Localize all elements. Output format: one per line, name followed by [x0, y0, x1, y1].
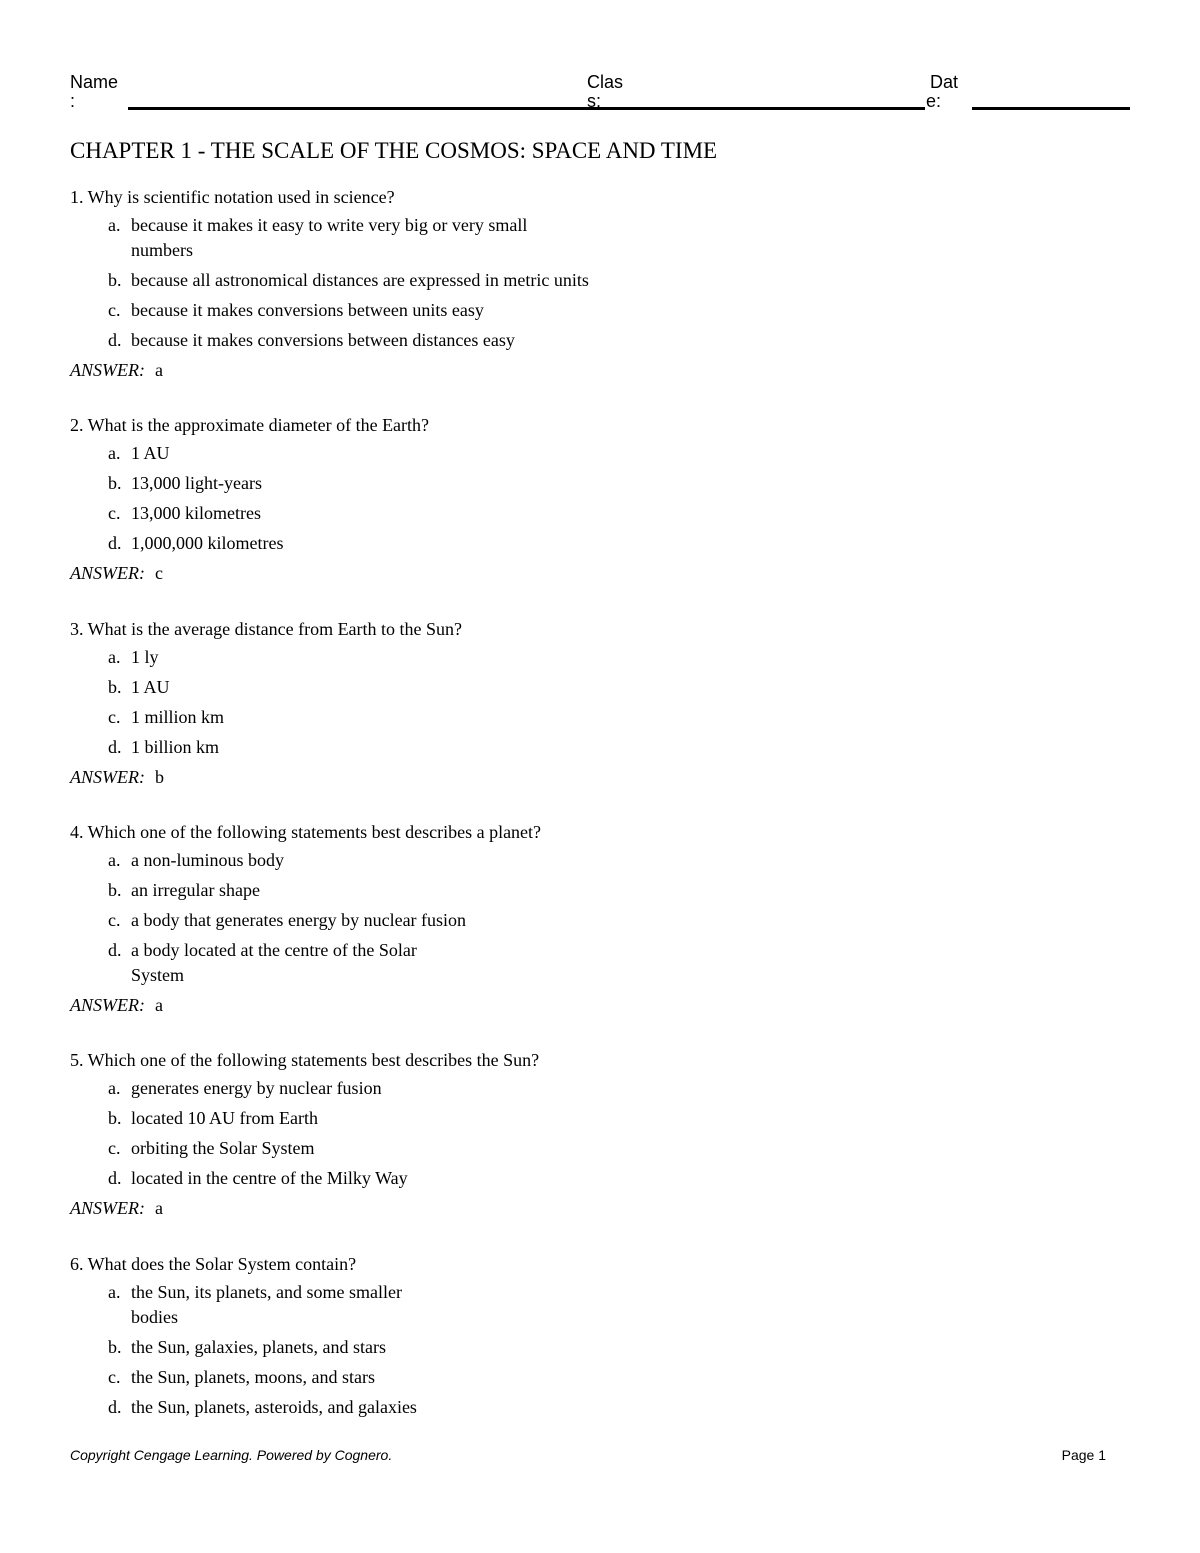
class-label: Clas	[587, 72, 624, 92]
option-letter: d.	[108, 330, 122, 350]
answer-line	[70, 993, 541, 1018]
option-a[interactable]	[70, 1076, 539, 1101]
option-text: 1 AU	[131, 443, 170, 463]
name-underline[interactable]	[128, 107, 640, 110]
option-letter: b.	[108, 1108, 122, 1128]
option-a[interactable]	[70, 645, 462, 670]
option-c[interactable]	[70, 298, 589, 323]
option-d[interactable]	[70, 735, 462, 760]
option-d[interactable]	[70, 328, 589, 353]
option-letter: d.	[108, 1397, 122, 1417]
date-label-colon: e:	[926, 91, 942, 111]
question-1	[70, 185, 589, 383]
option-a[interactable]	[70, 1280, 417, 1330]
answer-value: b	[154, 767, 164, 787]
option-letter: c.	[108, 910, 121, 930]
date-label: Dat	[930, 72, 959, 92]
option-text: because it makes conversions between distances easy	[131, 330, 515, 350]
option-text: 1 million km	[131, 707, 225, 727]
name-label-colon: :	[70, 91, 76, 111]
question-stem: 6. What does the Solar System contain?	[70, 1254, 357, 1274]
answer-label: ANSWER:	[70, 1198, 145, 1218]
option-d[interactable]	[70, 1166, 539, 1191]
option-c[interactable]	[70, 1136, 539, 1161]
answer-value: a	[154, 360, 163, 380]
class-field	[587, 72, 927, 112]
option-c[interactable]	[70, 1365, 417, 1390]
date-underline[interactable]	[972, 107, 1130, 110]
answer-label: ANSWER:	[70, 995, 145, 1015]
answer-line	[70, 765, 462, 790]
option-letter: a.	[108, 1282, 121, 1302]
option-a[interactable]	[70, 441, 429, 466]
answer-line	[70, 1196, 539, 1221]
option-c[interactable]	[70, 908, 541, 933]
option-b[interactable]	[70, 471, 429, 496]
option-list	[70, 213, 589, 353]
option-text: because it makes conversions between units easy	[131, 300, 484, 320]
question-stem: 1. Why is scientific notation used in science?	[70, 187, 395, 207]
class-label-colon: s:	[587, 91, 602, 111]
option-text: the Sun, planets, moons, and stars	[131, 1367, 375, 1387]
option-text: a body located at the centre of the Solar System	[131, 940, 417, 985]
question-stem: 3. What is the average distance from Earth to the Sun?	[70, 619, 463, 639]
option-letter: b.	[108, 1337, 122, 1357]
option-letter: c.	[108, 1367, 121, 1387]
option-text: located 10 AU from Earth	[131, 1108, 318, 1128]
option-letter: a.	[108, 850, 121, 870]
option-text: located in the centre of the Milky Way	[131, 1168, 408, 1188]
option-a[interactable]	[70, 213, 589, 263]
option-letter: b.	[108, 473, 122, 493]
option-a[interactable]	[70, 848, 541, 873]
question-stem: 5. Which one of the following statements best describes the Sun?	[70, 1050, 540, 1070]
answer-line	[70, 561, 429, 586]
answer-label: ANSWER:	[70, 767, 145, 787]
option-d[interactable]	[70, 938, 541, 988]
option-letter: c.	[108, 707, 121, 727]
option-letter: a.	[108, 1078, 121, 1098]
option-b[interactable]	[70, 1335, 417, 1360]
answer-value: c	[154, 563, 163, 583]
answer-line	[70, 358, 589, 383]
option-text: 13,000 kilometres	[131, 503, 261, 523]
option-letter: d.	[108, 737, 122, 757]
option-b[interactable]	[70, 675, 462, 700]
question-5	[70, 1048, 539, 1221]
option-text: 1 billion km	[131, 737, 220, 757]
answer-label: ANSWER:	[70, 360, 145, 380]
option-letter: a.	[108, 443, 121, 463]
option-d[interactable]	[70, 531, 429, 556]
question-3	[70, 617, 462, 790]
option-list	[70, 1076, 539, 1191]
option-b[interactable]	[70, 878, 541, 903]
option-text: the Sun, its planets, and some smaller bodies	[131, 1282, 402, 1327]
option-letter: d.	[108, 1168, 122, 1188]
option-letter: d.	[108, 533, 122, 553]
option-text: the Sun, planets, asteroids, and galaxies	[131, 1397, 417, 1417]
name-label: Name	[70, 72, 119, 92]
answer-value: a	[154, 995, 163, 1015]
option-text: a body that generates energy by nuclear fusion	[131, 910, 467, 930]
question-stem: 2. What is the approximate diameter of the Earth?	[70, 415, 430, 435]
question-2	[70, 413, 429, 586]
option-text: generates energy by nuclear fusion	[131, 1078, 382, 1098]
option-text: an irregular shape	[131, 880, 260, 900]
question-stem: 4. Which one of the following statements best describes a planet?	[70, 822, 542, 842]
option-b[interactable]	[70, 1106, 539, 1131]
option-text: 1 AU	[131, 677, 170, 697]
question-6	[70, 1252, 417, 1420]
option-letter: d.	[108, 940, 122, 960]
question-4	[70, 820, 541, 1018]
option-text: 13,000 light-years	[131, 473, 262, 493]
option-c[interactable]	[70, 705, 462, 730]
option-letter: a.	[108, 647, 121, 667]
copyright-notice: Copyright Cengage Learning. Powered by Cognero.	[70, 1447, 393, 1463]
option-letter: a.	[108, 215, 121, 235]
chapter-title: CHAPTER 1 - THE SCALE OF THE COSMOS: SPACE AND TIME	[70, 138, 718, 163]
option-d[interactable]	[70, 1395, 417, 1420]
option-letter: b.	[108, 880, 122, 900]
option-list	[70, 441, 429, 556]
option-text: orbiting the Solar System	[131, 1138, 315, 1158]
option-list	[70, 848, 541, 988]
option-text: 1 ly	[131, 647, 159, 667]
option-letter: c.	[108, 503, 121, 523]
option-b[interactable]	[70, 268, 589, 293]
class-underline[interactable]	[637, 107, 925, 110]
answer-value: a	[154, 1198, 163, 1218]
option-text: the Sun, galaxies, planets, and stars	[131, 1337, 386, 1357]
option-letter: b.	[108, 270, 122, 290]
option-letter: b.	[108, 677, 122, 697]
option-list	[70, 645, 462, 760]
option-text: 1,000,000 kilometres	[131, 533, 284, 553]
option-letter: c.	[108, 1138, 121, 1158]
answer-label: ANSWER:	[70, 563, 145, 583]
option-text: because it makes it easy to write very big or very small numbers	[131, 215, 528, 260]
option-c[interactable]	[70, 501, 429, 526]
option-text: because all astronomical distances are expressed in metric units	[131, 270, 589, 290]
page-number: Page 1	[1061, 1447, 1106, 1463]
option-text: a non-luminous body	[131, 850, 284, 870]
option-list	[70, 1280, 417, 1420]
date-field	[926, 72, 1130, 112]
option-letter: c.	[108, 300, 121, 320]
name-field	[70, 72, 570, 112]
